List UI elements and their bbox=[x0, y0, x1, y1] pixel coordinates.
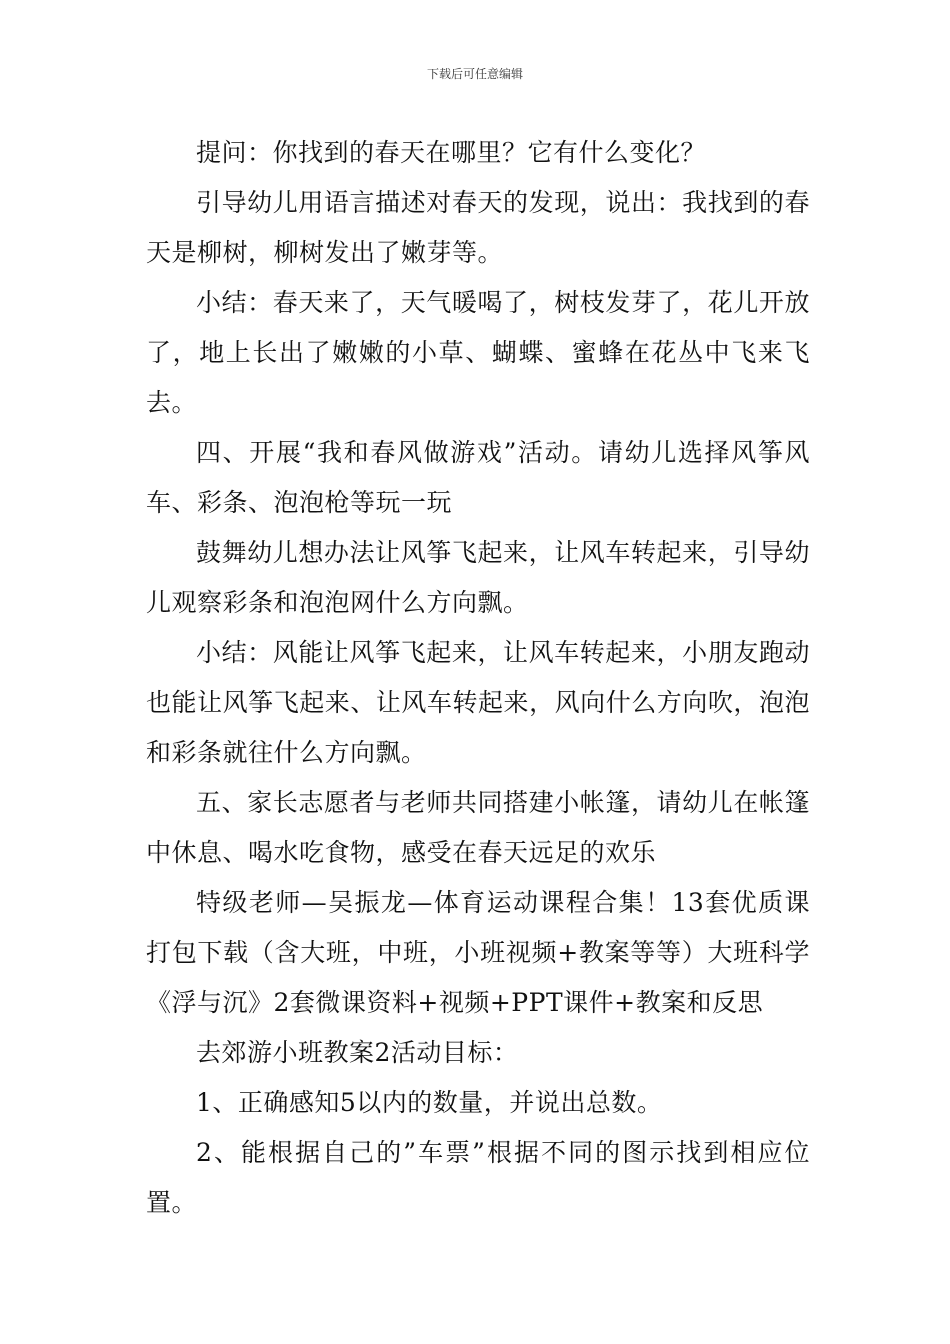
paragraph-course-collection: 特级老师—吴振龙—体育运动课程合集！13套优质课打包下载（含大班，中班，小班视频+教案等等）大班科学《浮与沉》2套微课资料+视频+PPT课件+教案和反思 bbox=[146, 888, 810, 1017]
paragraph-activity-four: 四、开展“我和春风做游戏”活动。请幼儿选择风筝风车、彩条、泡泡枪等玩一玩 bbox=[146, 438, 810, 517]
paragraph-encourage: 鼓舞幼儿想办法让风筝飞起来，让风车转起来，引导幼儿观察彩条和泡泡网什么方向飘。 bbox=[146, 538, 810, 617]
paragraph-summary-wind: 小结：风能让风筝飞起来，让风车转起来，小朋友跑动也能让风筝飞起来、让风车转起来，风向什么方向吹，泡泡和彩条就往什么方向飘。 bbox=[146, 638, 810, 767]
paragraph-question: 提问：你找到的春天在哪里？它有什么变化？ bbox=[196, 138, 707, 167]
paragraph-lesson-plan-title: 去郊游小班教案2活动目标： bbox=[196, 1038, 519, 1067]
document-body bbox=[146, 128, 810, 1228]
paragraph-goal-one: 1、正确感知5以内的数量，并说出总数。 bbox=[196, 1088, 663, 1117]
paragraph-goal-two: 2、能根据自己的”车票”根据不同的图示找到相应位置。 bbox=[146, 1138, 810, 1217]
paragraph-activity-five: 五、家长志愿者与老师共同搭建小帐篷，请幼儿在帐篷中休息、喝水吃食物，感受在春天远足的欢乐 bbox=[146, 788, 810, 867]
paragraph-summary-spring: 小结：春天来了，天气暖喝了，树枝发芽了，花儿开放了，地上长出了嫩嫩的小草、蝴蝶、蜜蜂在花丛中飞来飞去。 bbox=[146, 288, 810, 417]
paragraph-guide-description: 引导幼儿用语言描述对春天的发现，说出：我找到的春天是柳树，柳树发出了嫩芽等。 bbox=[146, 188, 810, 267]
page-header: 下载后可任意编辑 bbox=[426, 67, 523, 81]
